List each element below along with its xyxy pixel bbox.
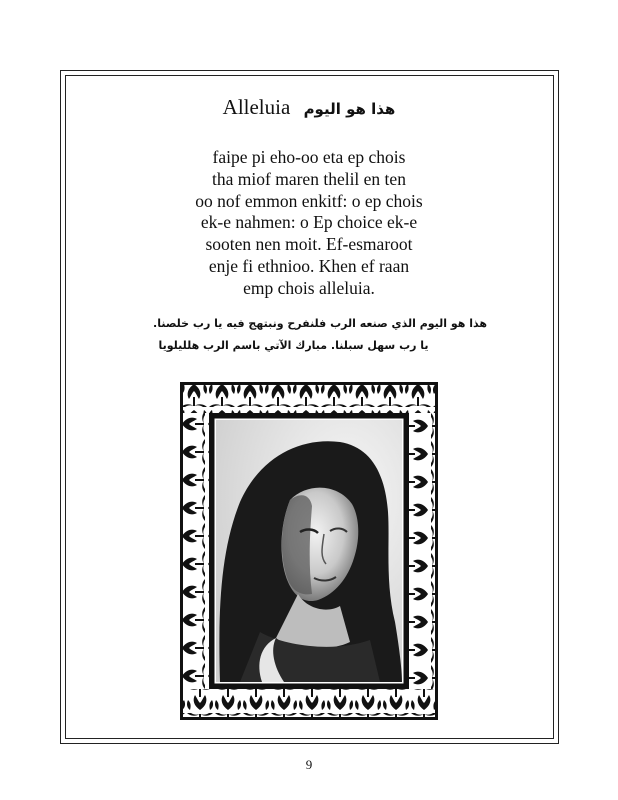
arabic-translation [130,313,487,357]
hymn-line: sooten nen moit. Ef-esmaroot [205,234,413,255]
title-arabic: هذا هو اليوم [303,100,396,118]
hymn-line: ek-e nahmen: o Ep choice ek-e [200,212,418,233]
hymn-line: emp chois alleluia. [243,277,375,298]
arabic-line: يا رب سهل سبلنا. مبارك الآتي باسم الرب هلليلويا [158,339,429,352]
hymn-line: oo nof emmon enkitf: o ep chois [195,190,423,211]
hymn-line: enje fi ethnioo. Khen ef raan [208,255,410,276]
hymn-text [0,147,618,300]
page-number: 9 [305,757,313,772]
arabic-line: هذا هو اليوم الذي صنعه الرب فلنفرح ونبتهج فيه يا رب خلصنا. [153,317,487,330]
virgin-mary-illustration [180,382,438,720]
title-latin: Alleluia [222,95,291,119]
hymn-line: faipe pi eho-oo eta ep chois [212,147,406,167]
hymn-line: tha miof maren thelil en ten [212,168,406,189]
hymn-title [0,95,618,121]
